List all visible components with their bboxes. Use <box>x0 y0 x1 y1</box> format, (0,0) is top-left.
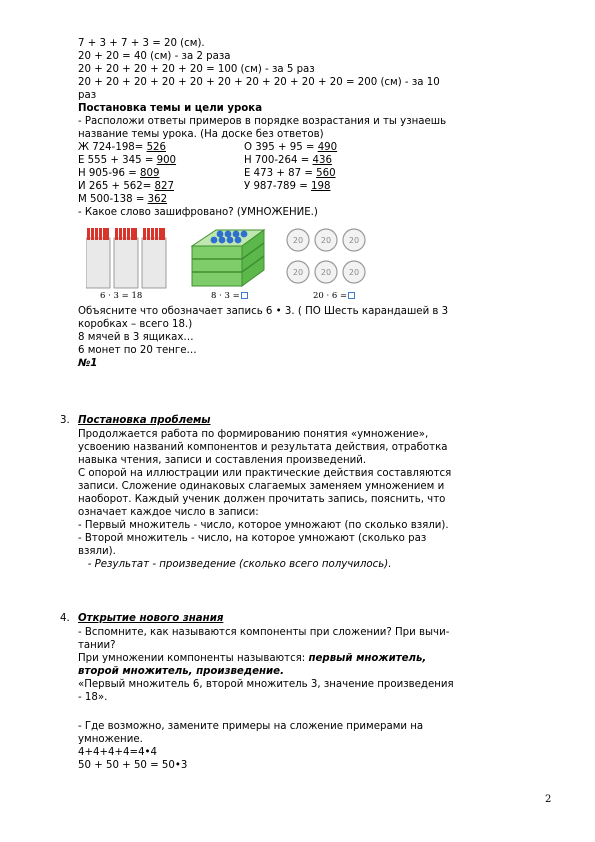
text-line: усвоению названий компонентов и результата действия, отработка <box>78 442 448 453</box>
text-line: - Где возможно, замените примеры на сложение примерами на <box>78 721 424 732</box>
example-answer: 560 <box>316 168 336 179</box>
example-answer: 827 <box>154 181 174 192</box>
text-line: - Расположи ответы примеров в порядке возрастания и ты узнаешь <box>78 116 447 127</box>
svg-text:20: 20 <box>320 268 332 277</box>
text-span: При умножении компоненты называются: <box>78 653 309 664</box>
section-number: 3. <box>60 415 70 426</box>
svg-text:20: 20 <box>348 268 360 277</box>
coins-caption <box>313 291 355 301</box>
example-row <box>78 180 331 193</box>
text-line: Продолжается работа по формированию понятия «умножение», <box>78 429 429 440</box>
answer-box-icon <box>348 292 355 299</box>
text-line: - 18». <box>78 692 108 703</box>
example-expression: М 500-138 = <box>78 194 148 205</box>
pencil-boxes-illustration <box>86 226 170 290</box>
svg-text:20: 20 <box>292 268 304 277</box>
answer-box-icon <box>241 292 248 299</box>
text-line: наоборот. Каждый ученик должен прочитать запись, пояснить, что <box>78 494 446 505</box>
example-answer: 198 <box>311 181 331 192</box>
example-answer: 362 <box>147 194 168 205</box>
example-expression: У 987-789 = <box>244 181 312 192</box>
svg-text:20: 20 <box>348 236 360 245</box>
ball-caption-text: 8 · 3 = <box>211 291 240 301</box>
ball-crate-illustration <box>188 222 268 290</box>
section-heading: Постановка темы и цели урока <box>78 103 263 114</box>
text-line: - Вспомните, как называются компоненты при сложении? При вычи- <box>78 627 450 638</box>
coins-caption-text: 20 · 6 = <box>313 291 348 301</box>
text-line: записи. Сложение одинаковых слагаемых заменяем умножением и <box>78 481 445 492</box>
text-line: 7 + 3 + 7 + 3 = 20 (см). <box>78 38 205 49</box>
example-row <box>78 193 167 206</box>
text-line: навыка чтения, записи и составления произведений. <box>78 455 367 466</box>
example-answer: 490 <box>317 142 338 153</box>
text-line: взяли). <box>78 546 116 557</box>
section-title: Постановка проблемы <box>78 415 211 426</box>
text-line: - Результат - произведение (сколько всего получилось). <box>78 559 392 570</box>
text-line: коробках – всего 18.) <box>78 319 193 330</box>
text-line: - Первый множитель - число, которое умножают (по сколько взяли). <box>78 520 449 531</box>
text-line: означает каждое число в записи: <box>78 507 259 518</box>
text-line: умножение. <box>78 734 143 745</box>
example-expression: Н 905-96 = <box>78 168 140 179</box>
task-number: №1 <box>78 358 98 369</box>
text-line <box>78 652 426 665</box>
example-row <box>78 167 336 180</box>
example-expression: Е 473 + 87 = <box>244 168 317 179</box>
example-expression: Н 700-264 = <box>244 155 313 166</box>
text-line: 20 + 20 + 20 + 20 + 20 = 100 (см) - за 5 раз <box>78 64 315 75</box>
example-expression: О 395 + 95 = <box>244 142 318 153</box>
text-line: второй множитель, произведение. <box>78 666 284 677</box>
example-answer: 809 <box>140 168 160 179</box>
pencil-box <box>114 228 138 288</box>
example-row <box>78 141 338 154</box>
text-line: Объясните что обозначает запись 6 • 3. ( ПО Шесть карандашей в 3 <box>78 306 449 317</box>
example-expression: И 265 + 562= <box>78 181 155 192</box>
example-row <box>78 154 332 167</box>
section-title: Открытие нового знания <box>78 613 224 624</box>
text-line: название темы урока. (На доске без ответов) <box>78 129 324 140</box>
example-expression: Ж 724-198= <box>78 142 147 153</box>
text-line: 6 монет по 20 тенге… <box>78 345 197 356</box>
text-line: «Первый множитель 6, второй множитель 3, значение произведения <box>78 679 454 690</box>
page-number: 2 <box>545 794 552 805</box>
term-span: первый множитель, <box>308 653 427 664</box>
text-line: 20 + 20 + 20 + 20 + 20 + 20 + 20 + 20 + 20 + 20 = 200 (см) - за 10 <box>78 77 440 88</box>
text-line: тании? <box>78 640 116 651</box>
pencil-box <box>142 228 166 288</box>
coins-illustration <box>286 226 372 288</box>
svg-text:20: 20 <box>320 236 332 245</box>
example-expression: Е 555 + 345 = <box>78 155 157 166</box>
text-line: - Какое слово зашифровано? (УМНОЖЕНИЕ.) <box>78 207 318 218</box>
text-line: 20 + 20 = 40 (см) - за 2 раза <box>78 51 231 62</box>
text-line: - Второй множитель - число, на которое умножают (сколько раз <box>78 533 427 544</box>
text-line: 50 + 50 + 50 = 50•3 <box>78 760 188 771</box>
text-line: С опорой на иллюстрации или практические действия составляются <box>78 468 452 479</box>
ball-caption <box>211 291 248 301</box>
example-answer: 900 <box>156 155 177 166</box>
section-number: 4. <box>60 613 70 624</box>
pencil-caption: 6 · 3 = 18 <box>100 291 143 301</box>
text-line: 8 мячей в 3 ящиках… <box>78 332 194 343</box>
svg-text:20: 20 <box>292 236 304 245</box>
example-answer: 436 <box>312 155 332 166</box>
example-answer: 526 <box>146 142 167 153</box>
text-line: 4+4+4+4=4•4 <box>78 747 158 758</box>
text-line: раз <box>78 90 97 101</box>
pencil-box <box>86 228 110 288</box>
